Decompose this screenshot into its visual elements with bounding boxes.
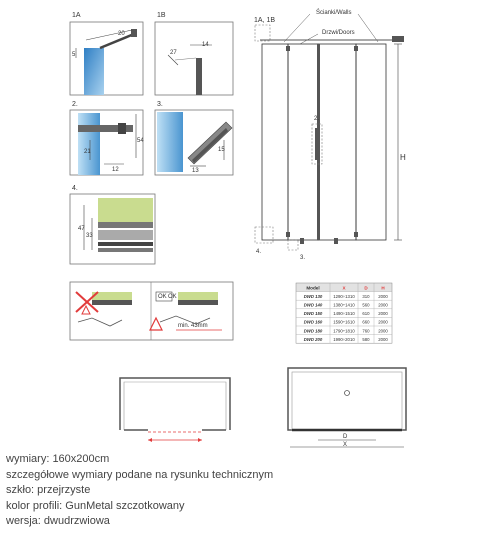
table-cell: 760 <box>362 328 370 334</box>
table-cell: 660 <box>362 319 370 325</box>
product-specs <box>6 452 474 530</box>
spec-glass: szkło: przejrzyste <box>6 484 91 497</box>
installation-warning <box>70 282 233 340</box>
ok-label-1: OK <box>158 294 167 300</box>
table-cell: DWD 130 <box>303 293 323 299</box>
plan-view-right <box>288 368 406 448</box>
table-header-cell: X <box>342 285 346 291</box>
detail-2 <box>70 101 144 175</box>
ref-3: 3. <box>300 255 306 261</box>
dim-13: 13 <box>192 168 199 174</box>
label-1b: 1B <box>157 12 166 19</box>
table-cell: 1290÷1310 <box>333 293 355 299</box>
dim-33: 33 <box>86 233 93 239</box>
spec-dimensions: wymiary: 160x200cm <box>6 453 110 465</box>
detail-1a <box>70 12 143 95</box>
ref-4: 4. <box>256 249 262 255</box>
table-cell: 2000 <box>378 302 388 308</box>
dim-27: 27 <box>170 50 177 56</box>
dim-12: 12 <box>112 167 119 173</box>
table-cell: 2000 <box>378 328 388 334</box>
spec-detailed-dimensions: szczegółowe wymiary podane na rysunku technicznym <box>6 468 274 481</box>
dim-14: 14 <box>202 42 209 48</box>
label-4: 4. <box>72 185 78 192</box>
label-1a: 1A <box>72 12 81 19</box>
table-cell: 1590÷1610 <box>333 319 355 325</box>
detail-4 <box>70 185 155 264</box>
dim-54: 54 <box>137 138 144 144</box>
detail-3 <box>155 101 233 175</box>
table-cell: 1790÷1810 <box>333 328 355 334</box>
label-3: 3. <box>157 101 163 108</box>
table-cell: DWD 200 <box>303 336 323 342</box>
table-cell: DWD 180 <box>303 328 323 334</box>
label-2: 2. <box>72 101 78 108</box>
table-cell: 580 <box>362 336 370 342</box>
table-cell: 2000 <box>378 293 388 299</box>
ref-1a-1b: 1A, 1B <box>254 17 276 24</box>
table-cell: 2000 <box>378 319 388 325</box>
walls-label: Ścianki/Walls <box>316 10 352 16</box>
spec-version: wersja: dwudrzwiowa <box>6 515 110 528</box>
doors-label: Drzwi/Doors <box>322 30 355 36</box>
table-header-cell: H <box>381 285 385 291</box>
dim-5: 5 <box>72 52 76 58</box>
dim-x: X <box>343 442 348 448</box>
front-elevation <box>254 8 406 261</box>
dim-47: 47 <box>78 226 85 232</box>
table-cell: DWD 160 <box>303 319 323 325</box>
table-header-cell: D <box>364 285 368 291</box>
min-43mm-label: min. 43mm <box>178 323 208 329</box>
dim-21: 21 <box>84 149 91 155</box>
table-cell: 560 <box>362 302 370 308</box>
dim-h: H <box>400 153 406 162</box>
dim-d: D <box>343 434 348 440</box>
table-cell: 2000 <box>378 311 388 317</box>
spec-profile-color: kolor profili: GunMetal szczotkowany <box>6 499 185 512</box>
table-header-cell: Model <box>306 285 320 291</box>
ok-label-2: OK <box>168 294 177 300</box>
table-cell: 610 <box>362 311 370 317</box>
table-cell: DWD 150 <box>303 311 323 317</box>
dim-15: 15 <box>218 147 225 153</box>
detail-1b <box>155 12 233 95</box>
plan-view-left <box>120 378 230 442</box>
table-cell: 1380÷1410 <box>333 302 355 308</box>
table-cell: 1990÷2010 <box>333 336 355 342</box>
table-cell: 1490÷1510 <box>333 311 355 317</box>
model-table <box>296 283 392 343</box>
ref-2: 2. <box>314 116 320 122</box>
dim-20: 20 <box>118 31 125 37</box>
table-cell: 2000 <box>378 336 388 342</box>
table-cell: DWD 140 <box>303 302 323 308</box>
table-cell: 310 <box>362 293 370 299</box>
